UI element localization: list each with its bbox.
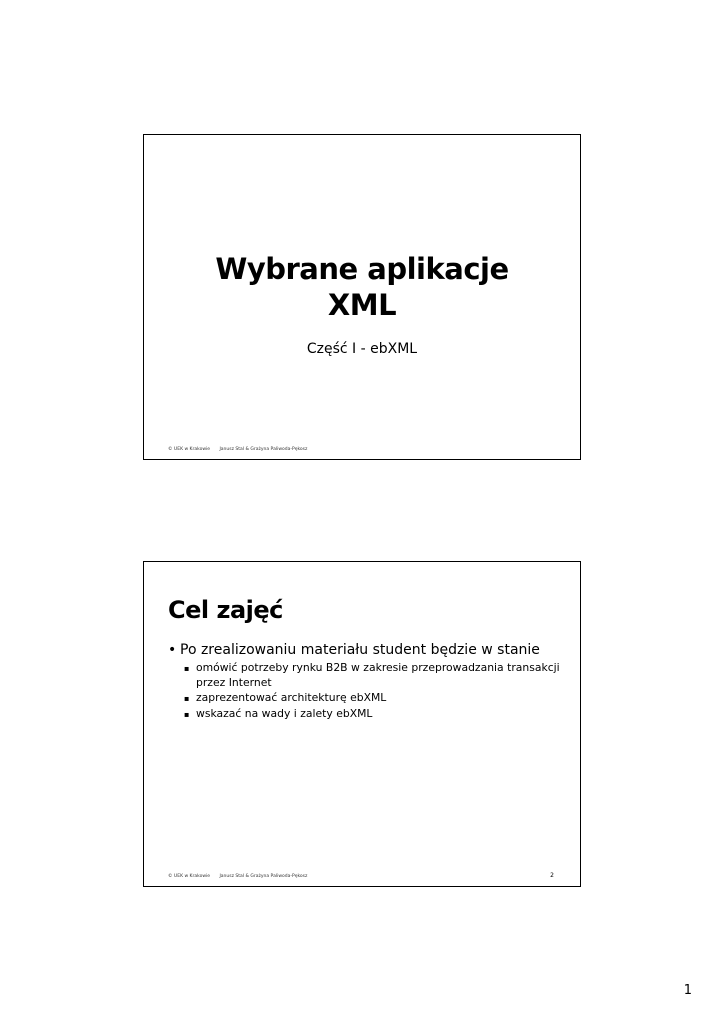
sub-bullet-text: zaprezentować architekturę ebXML <box>196 691 387 704</box>
bullet-main-text: Po zrealizowaniu materiału student będzie w stanie <box>180 642 540 658</box>
bullet-list <box>168 642 564 722</box>
slide-page-number: 2 <box>550 872 554 879</box>
sub-bullet-marker: ▪ <box>184 664 190 673</box>
title-line-1: Wybrane aplikacje <box>215 252 509 286</box>
bullet-marker: • <box>168 642 177 658</box>
sub-bullet-list <box>184 660 564 722</box>
slide-heading: Cel zajęć <box>168 596 283 624</box>
sub-bullet-text: wskazać na wady i zalety ebXML <box>196 707 373 720</box>
sub-bullet-item <box>184 660 564 690</box>
slide-footer <box>168 874 307 879</box>
sub-bullet-item <box>184 706 564 722</box>
slide-1 <box>143 134 581 460</box>
sub-bullet-text: omówić potrzeby rynku B2B w zakresie przeprowadzania transakcji przez Internet <box>196 661 560 689</box>
footer-org: © UEK w Krakowie <box>168 447 211 452</box>
footer-authors: Janusz Stal & Grażyna Paliwoda-Pękosz <box>219 447 308 452</box>
slide-footer <box>168 447 307 452</box>
sub-bullet-item <box>184 690 564 706</box>
title-line-2: XML <box>327 288 397 322</box>
sheet-page-number: 1 <box>683 983 692 998</box>
slide-2 <box>143 561 581 887</box>
slide-subtitle: Część I - ebXML <box>306 341 418 357</box>
footer-org: © UEK w Krakowie <box>168 874 211 879</box>
sub-bullet-marker: ▪ <box>184 694 190 703</box>
footer-authors: Janusz Stal & Grażyna Paliwoda-Pękosz <box>219 874 308 879</box>
sub-bullet-marker: ▪ <box>184 710 190 719</box>
slide-title <box>144 251 580 323</box>
bullet-main <box>168 642 564 658</box>
